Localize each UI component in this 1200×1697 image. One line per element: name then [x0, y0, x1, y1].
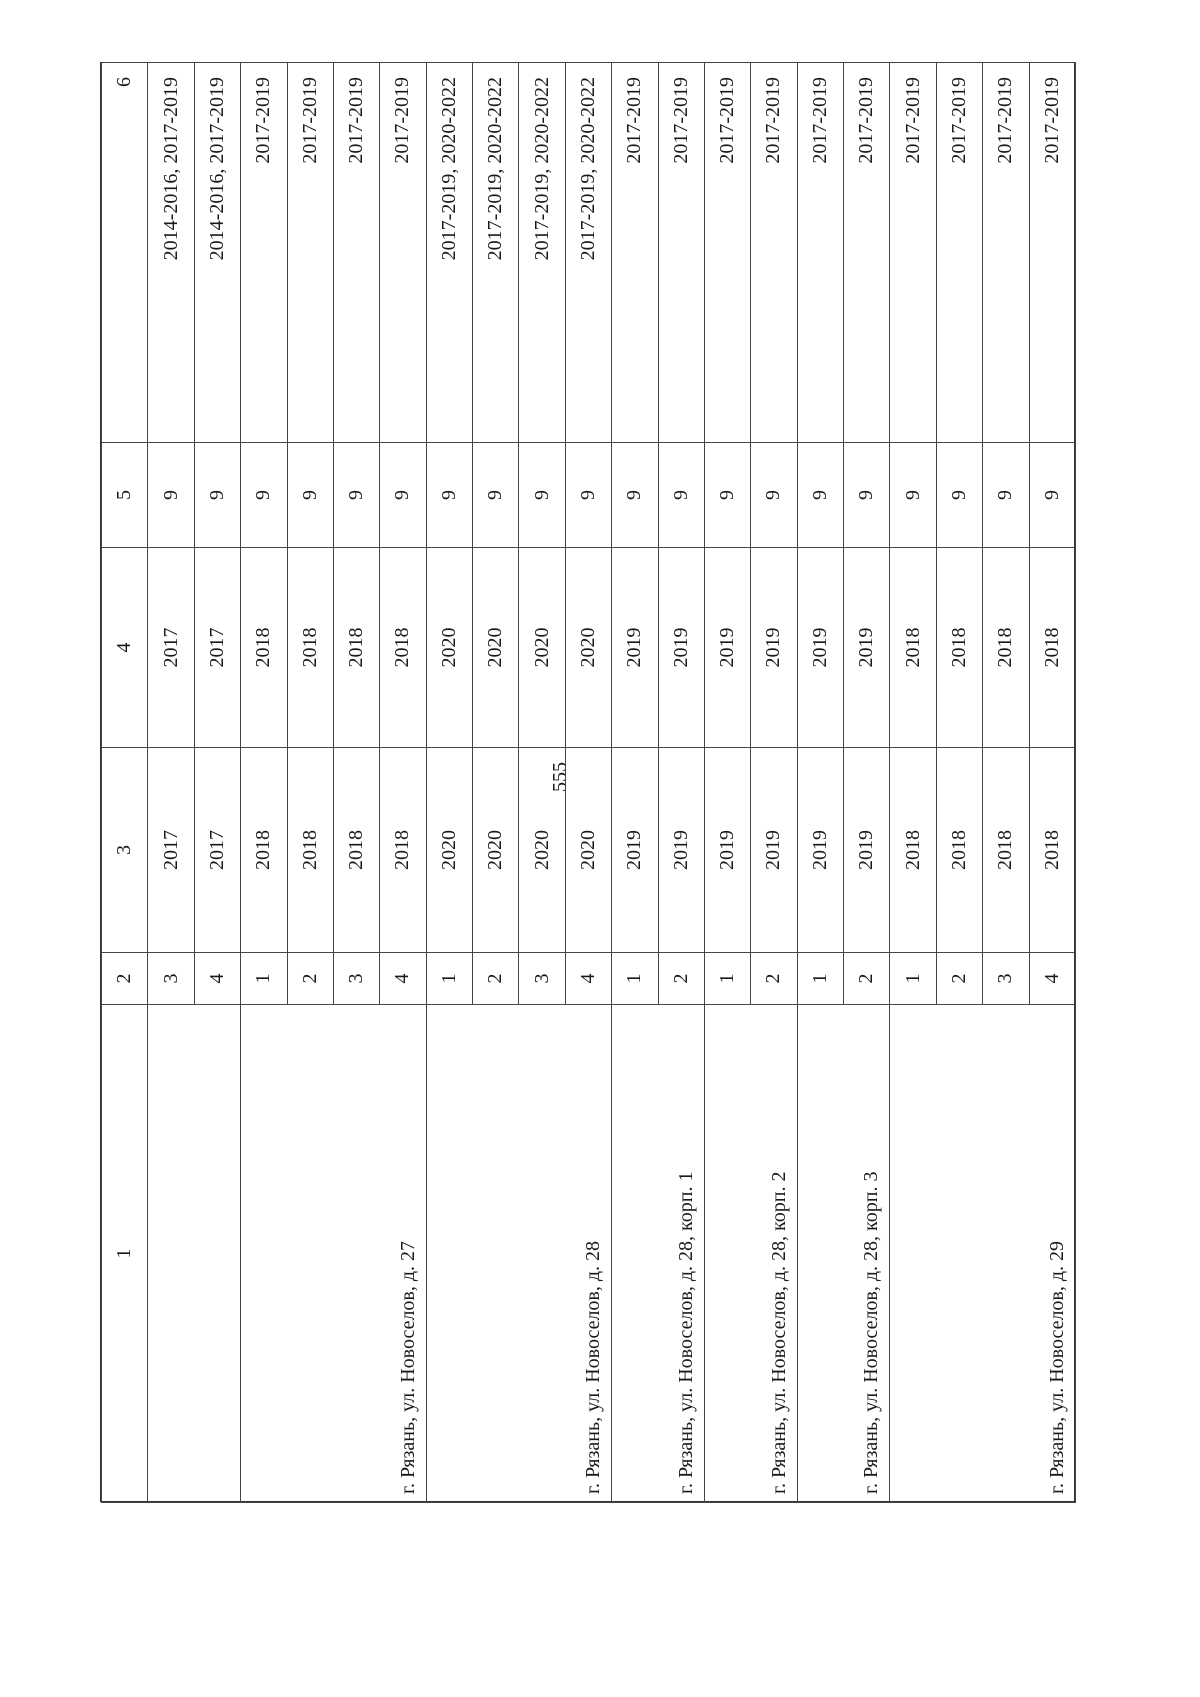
table-row — [890, 63, 936, 1503]
header-cell-4: 4 — [102, 548, 148, 748]
cell-c5: 9 — [936, 443, 982, 548]
cell-c4: 2018 — [936, 548, 982, 748]
cell-c6: 2014-2016, 2017-2019 — [194, 63, 240, 443]
cell-c5: 9 — [844, 443, 890, 548]
cell-c2: 2 — [936, 953, 982, 1005]
cell-c6: 2017-2019 — [704, 63, 750, 443]
cell-c4: 2018 — [890, 548, 936, 748]
cell-c3: 2018 — [333, 748, 379, 953]
cell-c6: 2017-2019 — [936, 63, 982, 443]
cell-c2: 4 — [565, 953, 611, 1005]
address-cell: г. Рязань, ул. Новоселов, д. 28, корп. 1 — [612, 1005, 705, 1503]
cell-c5: 9 — [241, 443, 287, 548]
cell-c3: 2018 — [380, 748, 426, 953]
cell-c3: 2019 — [612, 748, 658, 953]
cell-c2: 4 — [1029, 953, 1076, 1005]
cell-c4: 2018 — [333, 548, 379, 748]
header-cell-6: 6 — [102, 63, 148, 443]
table-body — [102, 63, 1076, 1503]
cell-c4: 2019 — [797, 548, 843, 748]
cell-c2: 1 — [890, 953, 936, 1005]
header-cell-5: 5 — [102, 443, 148, 548]
cell-c4: 2018 — [1029, 548, 1076, 748]
cell-c3: 2017 — [194, 748, 240, 953]
cell-c5: 9 — [658, 443, 704, 548]
cell-c2: 2 — [473, 953, 519, 1005]
cell-c6: 2017-2019 — [612, 63, 658, 443]
cell-c2: 2 — [844, 953, 890, 1005]
cell-c3: 2020 — [565, 748, 611, 953]
cell-c5: 9 — [797, 443, 843, 548]
cell-c2: 2 — [751, 953, 797, 1005]
table-row — [612, 63, 658, 1503]
cell-c2: 3 — [333, 953, 379, 1005]
table-frame — [100, 62, 1075, 1502]
cell-c3: 2018 — [241, 748, 287, 953]
cell-c2: 3 — [983, 953, 1029, 1005]
table-row — [426, 63, 472, 1503]
cell-c6: 2017-2019 — [241, 63, 287, 443]
cell-c4: 2019 — [612, 548, 658, 748]
cell-c3: 2019 — [797, 748, 843, 953]
cell-c5: 9 — [1029, 443, 1076, 548]
cell-c6: 2017-2019 — [844, 63, 890, 443]
address-cell: г. Рязань, ул. Новоселов, д. 28, корп. 3 — [797, 1005, 890, 1503]
page-number: 555 — [549, 762, 571, 792]
cell-c3: 2019 — [704, 748, 750, 953]
cell-c6: 2017-2019 — [751, 63, 797, 443]
cell-c5: 9 — [194, 443, 240, 548]
cell-c6: 2017-2019, 2020-2022 — [565, 63, 611, 443]
rotated-table-wrapper — [101, 63, 1076, 1503]
cell-c4: 2018 — [287, 548, 333, 748]
cell-c6: 2017-2019 — [797, 63, 843, 443]
cell-c3: 2020 — [473, 748, 519, 953]
header-cell-1: 1 — [102, 1005, 148, 1503]
cell-c5: 9 — [148, 443, 194, 548]
cell-c6: 2017-2019, 2020-2022 — [519, 63, 565, 443]
cell-c4: 2018 — [983, 548, 1029, 748]
cell-c5: 9 — [983, 443, 1029, 548]
cell-c2: 3 — [148, 953, 194, 1005]
cell-c4: 2019 — [704, 548, 750, 748]
cell-c2: 2 — [658, 953, 704, 1005]
address-cell-empty — [148, 1005, 241, 1503]
address-cell: г. Рязань, ул. Новоселов, д. 29 — [890, 1005, 1076, 1503]
cell-c6: 2014-2016, 2017-2019 — [148, 63, 194, 443]
cell-c3: 2020 — [519, 748, 565, 953]
table-row — [148, 63, 194, 1503]
cell-c4: 2017 — [148, 548, 194, 748]
cell-c2: 1 — [797, 953, 843, 1005]
cell-c6: 2017-2019, 2020-2022 — [473, 63, 519, 443]
cell-c2: 2 — [287, 953, 333, 1005]
cell-c6: 2017-2019 — [1029, 63, 1076, 443]
cell-c6: 2017-2019 — [658, 63, 704, 443]
cell-c5: 9 — [565, 443, 611, 548]
cell-c2: 1 — [241, 953, 287, 1005]
cell-c3: 2018 — [983, 748, 1029, 953]
cell-c5: 9 — [890, 443, 936, 548]
cell-c3: 2020 — [426, 748, 472, 953]
cell-c2: 1 — [426, 953, 472, 1005]
header-cell-3: 3 — [102, 748, 148, 953]
cell-c3: 2019 — [658, 748, 704, 953]
cell-c5: 9 — [473, 443, 519, 548]
cell-c5: 9 — [426, 443, 472, 548]
cell-c6: 2017-2019 — [983, 63, 1029, 443]
address-cell: г. Рязань, ул. Новоселов, д. 27 — [241, 1005, 427, 1503]
cell-c4: 2020 — [519, 548, 565, 748]
cell-c4: 2020 — [426, 548, 472, 748]
cell-c5: 9 — [612, 443, 658, 548]
cell-c4: 2019 — [844, 548, 890, 748]
cell-c3: 2018 — [287, 748, 333, 953]
cell-c5: 9 — [333, 443, 379, 548]
cell-c2: 1 — [612, 953, 658, 1005]
cell-c3: 2018 — [936, 748, 982, 953]
table-row — [241, 63, 287, 1503]
table-header-row — [102, 63, 148, 1503]
cell-c5: 9 — [519, 443, 565, 548]
cell-c2: 4 — [380, 953, 426, 1005]
cell-c6: 2017-2019 — [380, 63, 426, 443]
data-table — [101, 62, 1076, 1503]
cell-c4: 2018 — [380, 548, 426, 748]
cell-c5: 9 — [380, 443, 426, 548]
cell-c6: 2017-2019, 2020-2022 — [426, 63, 472, 443]
address-cell: г. Рязань, ул. Новоселов, д. 28 — [426, 1005, 612, 1503]
header-cell-2: 2 — [102, 953, 148, 1005]
cell-c5: 9 — [704, 443, 750, 548]
cell-c3: 2018 — [890, 748, 936, 953]
cell-c4: 2017 — [194, 548, 240, 748]
cell-c6: 2017-2019 — [287, 63, 333, 443]
cell-c4: 2019 — [751, 548, 797, 748]
address-cell: г. Рязань, ул. Новоселов, д. 28, корп. 2 — [704, 1005, 797, 1503]
cell-c3: 2017 — [148, 748, 194, 953]
table-row — [797, 63, 843, 1503]
cell-c4: 2019 — [658, 548, 704, 748]
table-row — [704, 63, 750, 1503]
cell-c2: 3 — [519, 953, 565, 1005]
cell-c5: 9 — [751, 443, 797, 548]
cell-c4: 2020 — [565, 548, 611, 748]
cell-c6: 2017-2019 — [333, 63, 379, 443]
cell-c4: 2018 — [241, 548, 287, 748]
cell-c3: 2019 — [751, 748, 797, 953]
cell-c6: 2017-2019 — [890, 63, 936, 443]
cell-c3: 2019 — [844, 748, 890, 953]
cell-c4: 2020 — [473, 548, 519, 748]
cell-c5: 9 — [287, 443, 333, 548]
cell-c3: 2018 — [1029, 748, 1076, 953]
cell-c2: 4 — [194, 953, 240, 1005]
cell-c2: 1 — [704, 953, 750, 1005]
